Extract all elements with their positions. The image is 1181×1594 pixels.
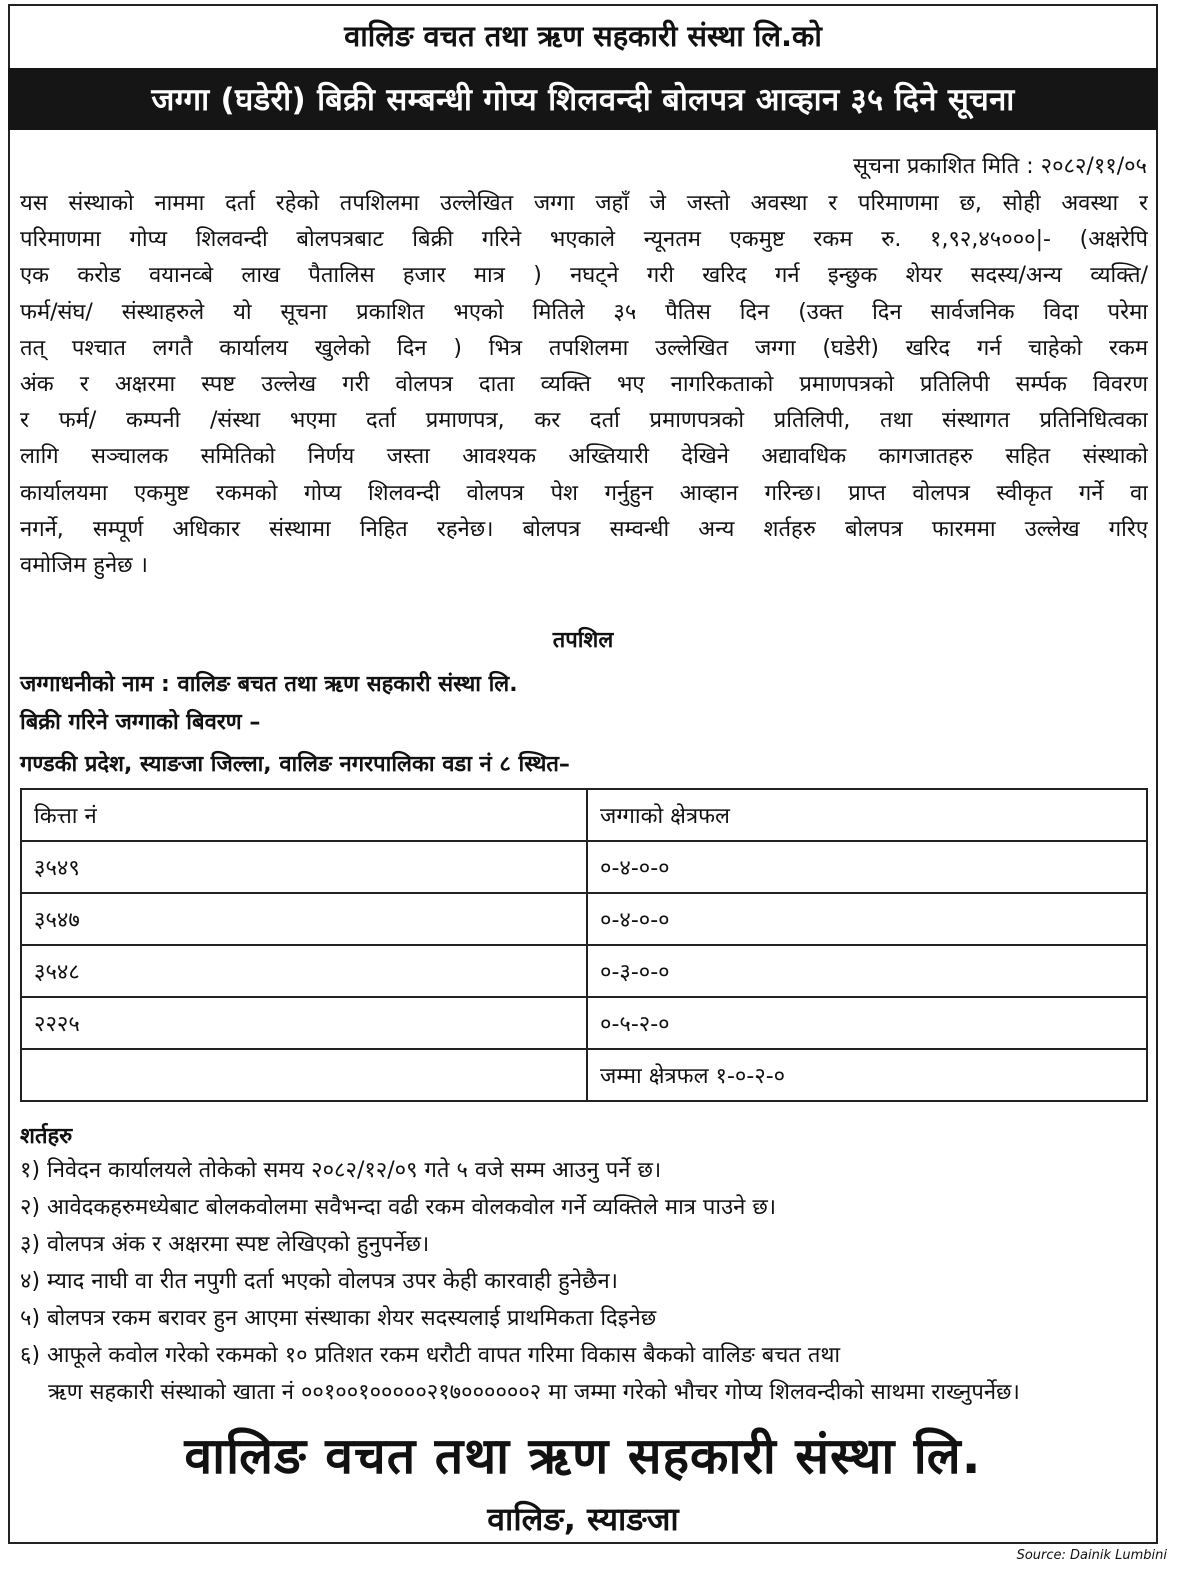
land-location: गण्डकी प्रदेश, स्याङजा जिल्ला, वालिङ नगरपालिका वडा नं ८ स्थित– bbox=[20, 752, 570, 777]
table-header-row bbox=[21, 789, 1147, 841]
plot-area: ०-४-०-० bbox=[587, 841, 1147, 893]
body-line: यस संस्थाको नाममा दर्ता रहेको तपशिलमा उल्लेखित जग्गा जहाँ जे जस्तो अवस्था र परिमाणमा छ, सोही अवस्था र bbox=[20, 191, 1148, 216]
table-row bbox=[21, 893, 1147, 945]
table-row bbox=[21, 945, 1147, 997]
plot-area: ०-५-२-० bbox=[587, 997, 1147, 1049]
land-table bbox=[20, 788, 1148, 1102]
land-description-label: बिक्री गरिने जग्गाको बिवरण – bbox=[20, 710, 261, 735]
body-line: तत् पश्चात लगतै कार्यालय खुलेको दिन ) भित्र तपशिलमा उल्लेखित जग्गा (घडेरी) खरिद गर्न चाहेको रकम bbox=[20, 335, 1148, 361]
plot-number: ३५४७ bbox=[21, 893, 587, 945]
term-item: ५) बोलपत्र रकम बरावर हुन आएमा संस्थाका शेयर सदस्यलाई प्राथमिकता दिइनेछ bbox=[20, 1306, 657, 1331]
column-header: कित्ता नं bbox=[21, 789, 587, 841]
body-line: वमोजिम हुनेछ । bbox=[20, 552, 148, 578]
table-row bbox=[21, 997, 1147, 1049]
term-item-continuation: ऋण सहकारी संस्थाको खाता नं ००१००१०००००२१७००००००२ मा जम्मा गरेको भौचर गोप्य शिलवन्दीको साथमा राख्नुपर्नेछ। bbox=[48, 1380, 1020, 1405]
body-line: परिमाणमा गोप्य शिलवन्दी बोलपत्रबाट बिक्री गरिने भएकाले न्यूनतम एकमुष्ट रकम रु. १,९२,४५०००|- (अक्षरेपि bbox=[20, 227, 1148, 253]
land-owner: जग्गाधनीको नाम : वालिङ बचत तथा ऋण सहकारी संस्था लि. bbox=[20, 672, 518, 697]
publish-date: सूचना प्रकाशित मिति : २०८२/११/०५ bbox=[853, 154, 1147, 179]
empty-cell bbox=[21, 1049, 587, 1101]
body-line: र फर्म/ कम्पनी /संस्था भएमा दर्ता प्रमाणपत्र, कर दर्ता प्रमाणपत्रको प्रतिलिपी, तथा संस्थागत प्रतिनिधित्वका bbox=[20, 408, 1148, 434]
footer-org-name: वालिङ वचत तथा ऋण सहकारी संस्था लि. bbox=[184, 1427, 982, 1485]
source-credit: Source: Dainik Lumbini bbox=[1016, 1548, 1167, 1563]
terms-list bbox=[20, 1122, 1020, 1411]
table-total-row bbox=[21, 1049, 1147, 1101]
term-item: ६) आफूले कवोल गरेको रकमको १० प्रतिशत रकम धरौटी वापत गरिमा विकास बैकको वालिङ बचत तथा bbox=[20, 1343, 841, 1368]
plot-number: ३५४९ bbox=[21, 841, 587, 893]
notice-body bbox=[20, 186, 1148, 584]
plot-number: ३५४८ bbox=[21, 945, 587, 997]
org-title: वालिङ वचत तथा ऋण सहकारी संस्था लि.को bbox=[344, 18, 822, 53]
term-item: २) आवेदकहरुमध्येबाट बोलकवोलमा सवैभन्दा वढी रकम वोलकवोल गर्ने व्यक्तिले मात्र पाउने छ। bbox=[20, 1195, 777, 1220]
plot-area: ०-४-०-० bbox=[587, 893, 1147, 945]
footer-place: वालिङ, स्याङजा bbox=[487, 1500, 679, 1538]
plot-area: ०-३-०-० bbox=[587, 945, 1147, 997]
schedule-heading: तपशिल bbox=[552, 628, 614, 653]
term-item: ४) म्याद नाघी वा रीत नपुगी दर्ता भएको वोलपत्र उपर केही कारवाही हुनेछैन। bbox=[20, 1269, 619, 1294]
table-row bbox=[21, 841, 1147, 893]
body-line: नगर्ने, सम्पूर्ण अधिकार संस्थामा निहित रहनेछ। बोलपत्र सम्वन्धी अन्य शर्तहरु बोलपत्र फारममा उल्लेख गरिए bbox=[20, 516, 1148, 542]
total-area: जम्मा क्षेत्रफल १-०-२-० bbox=[587, 1049, 1147, 1101]
term-item: १) निवेदन कार्यालयले तोकेको समय २०८२/१२/०९ गते ५ वजे सम्म आउनु पर्ने छ। bbox=[20, 1158, 662, 1183]
terms-heading: शर्तहरु bbox=[20, 1124, 73, 1149]
body-line: एक करोड वयानव्बे लाख पैतालिस हजार मात्र ) नघट्ने गरी खरिद गर्न इन्छुक शेयर सदस्य/अन्य व्यक्ति/ bbox=[20, 263, 1148, 289]
term-item: ३) वोलपत्र अंक र अक्षरमा स्पष्ट लेखिएको हुनुपर्नेछ। bbox=[20, 1232, 430, 1257]
notice-title-banner: जग्गा (घडेरी) बिक्री सम्बन्धी गोप्य शिलवन्दी बोलपत्र आव्हान ३५ दिने सूचना bbox=[8, 68, 1158, 130]
plot-number: २२२५ bbox=[21, 997, 587, 1049]
column-header: जग्गाको क्षेत्रफल bbox=[587, 789, 1147, 841]
body-line: फर्म/संघ/ संस्थाहरुले यो सूचना प्रकाशित भएको मितिले ३५ पैतिस दिन (उक्त दिन सार्वजनिक विदा परेमा bbox=[20, 299, 1148, 325]
body-line: कार्यालयमा एकमुष्ट रकमको गोप्य शिलवन्दी वोलपत्र पेश गर्नुहुन आव्हान गरिन्छ। प्राप्त वोलपत्र स्वीकृत गर्ने वा bbox=[20, 480, 1148, 506]
body-line: अंक र अक्षरमा स्पष्ट उल्लेख गरी वोलपत्र दाता व्यक्ति भए नागरिकताको प्रमाणपत्रको प्रतिलिपी सर्म्पक विवरण bbox=[20, 371, 1148, 397]
body-line: लागि सञ्चालक समितिको निर्णय जस्ता आवश्यक अख्तियारी देखिने अद्यावधिक कागजातहरु सहित संस्थाको bbox=[20, 444, 1148, 470]
